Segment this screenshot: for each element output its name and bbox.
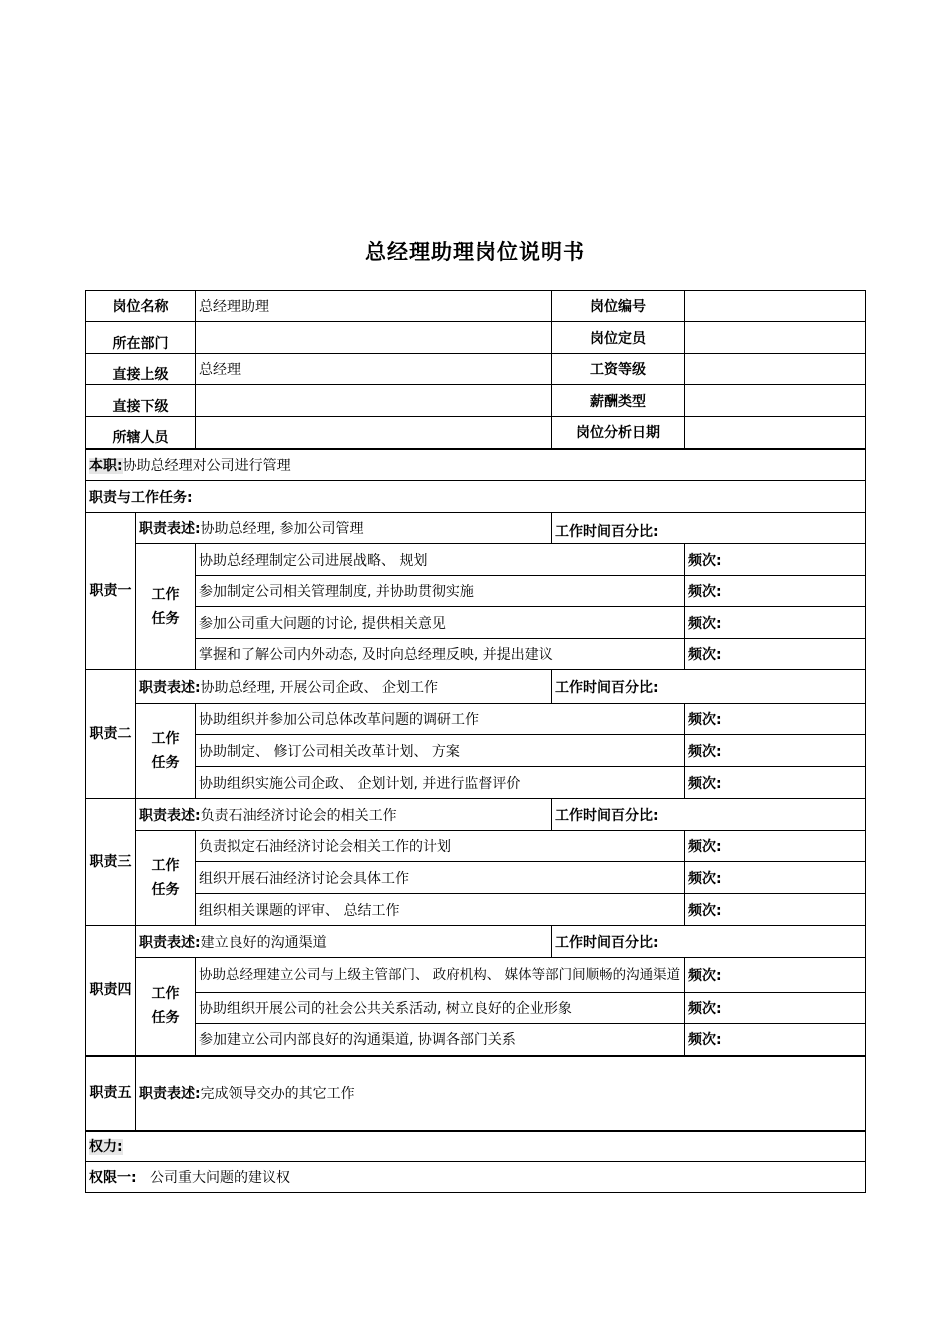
header-row — [86, 417, 866, 449]
field-value — [196, 322, 552, 354]
task-label: 工作任务 — [136, 958, 196, 1056]
statement-label: 职责表述: — [139, 807, 201, 824]
field-value — [196, 385, 552, 417]
field-value — [685, 354, 866, 385]
freq: 频次: — [685, 607, 866, 639]
header-row — [86, 322, 866, 354]
duty-name: 职责三 — [86, 799, 136, 926]
task-text: 参加建立公司内部良好的沟通渠道, 协调各部门关系 — [196, 1024, 685, 1056]
freq: 频次: — [685, 894, 866, 926]
statement-label: 职责表述: — [139, 521, 201, 537]
freq: 频次: — [685, 1024, 866, 1056]
duty-statement — [136, 513, 552, 544]
power-item — [86, 1162, 866, 1193]
field-label: 直接下级 — [86, 385, 196, 417]
task-row — [86, 639, 866, 670]
duty-statement-row — [86, 670, 866, 704]
task-row — [86, 544, 866, 576]
duty-statement-row — [86, 926, 866, 958]
time-pct: 工作时间百分比: — [552, 513, 866, 544]
power-label: 权力: — [89, 1139, 123, 1156]
task-row — [86, 862, 866, 894]
freq: 频次: — [685, 767, 866, 799]
duty-statement — [136, 799, 552, 831]
page-title: 总经理助理岗位说明书 — [365, 240, 585, 264]
header-row — [86, 291, 866, 322]
field-value — [685, 385, 866, 417]
power-row — [86, 1131, 866, 1162]
duty-name: 职责五 — [86, 1056, 136, 1131]
duty-name: 职责四 — [86, 926, 136, 1056]
field-label: 岗位编号 — [552, 291, 685, 322]
freq: 频次: — [685, 958, 866, 993]
field-label: 直接上级 — [86, 354, 196, 385]
duty-statement — [136, 1056, 866, 1131]
task-text: 协助组织开展公司的社会公共关系活动, 树立良好的企业形象 — [196, 993, 685, 1024]
core-duty-row — [86, 449, 866, 481]
duty-statement-row — [86, 799, 866, 831]
task-row — [86, 993, 866, 1024]
header-row — [86, 385, 866, 417]
field-value: 总经理 — [196, 354, 552, 385]
time-pct: 工作时间百分比: — [552, 926, 866, 958]
statement-text: 完成领导交办的其它工作 — [200, 1086, 355, 1102]
task-text: 组织开展石油经济讨论会具体工作 — [196, 862, 685, 894]
statement-text: 协助总经理, 开展公司企政、 企划工作 — [200, 679, 438, 696]
field-value — [685, 291, 866, 322]
freq: 频次: — [685, 704, 866, 735]
time-pct: 工作时间百分比: — [552, 799, 866, 831]
field-label: 所辖人员 — [86, 417, 196, 449]
task-row — [86, 576, 866, 607]
field-label: 所在部门 — [86, 322, 196, 354]
task-text: 协助总经理建立公司与上级主管部门、 政府机构、 媒体等部门间顺畅的沟通渠道 — [196, 958, 685, 993]
field-label: 工资等级 — [552, 354, 685, 385]
task-label: 工作任务 — [136, 544, 196, 670]
task-text: 组织相关课题的评审、 总结工作 — [196, 894, 685, 926]
time-pct: 工作时间百分比: — [552, 670, 866, 704]
task-text: 参加公司重大问题的讨论, 提供相关意见 — [196, 607, 685, 639]
freq: 频次: — [685, 576, 866, 607]
task-text: 协助组织实施公司企政、 企划计划, 并进行监督评价 — [196, 767, 685, 799]
statement-text: 协助总经理, 参加公司管理 — [200, 521, 364, 537]
freq: 频次: — [685, 993, 866, 1024]
duty-statement — [136, 670, 552, 704]
task-row — [86, 958, 866, 993]
field-value — [685, 322, 866, 354]
field-value — [685, 417, 866, 449]
duty-name: 职责二 — [86, 670, 136, 799]
job-description-table — [85, 290, 866, 1193]
statement-text: 负责石油经济讨论会的相关工作 — [200, 807, 397, 824]
power-item-text: 公司重大问题的建议权 — [149, 1170, 290, 1186]
task-text: 掌握和了解公司内外动态, 及时向总经理反映, 并提出建议 — [196, 639, 685, 670]
core-duty-label: 本职: — [89, 457, 123, 474]
field-value: 总经理助理 — [196, 291, 552, 322]
task-row — [86, 894, 866, 926]
field-label: 岗位名称 — [86, 291, 196, 322]
duty-statement-row — [86, 1056, 866, 1131]
statement-text: 建立良好的沟通渠道 — [200, 934, 327, 951]
field-label: 岗位分析日期 — [552, 417, 685, 449]
task-row — [86, 831, 866, 862]
task-row — [86, 704, 866, 735]
duties-section-label: 职责与工作任务: — [86, 481, 866, 513]
task-label: 工作任务 — [136, 704, 196, 799]
power-section — [86, 1131, 866, 1162]
power-item-row — [86, 1162, 866, 1193]
task-label: 工作任务 — [136, 831, 196, 926]
statement-label: 职责表述: — [139, 934, 201, 951]
field-label: 岗位定员 — [552, 322, 685, 354]
task-text: 负责拟定石油经济讨论会相关工作的计划 — [196, 831, 685, 862]
task-text: 协助制定、 修订公司相关改革计划、 方案 — [196, 735, 685, 767]
header-row — [86, 354, 866, 385]
duty-statement — [136, 926, 552, 958]
field-label: 薪酬类型 — [552, 385, 685, 417]
task-row — [86, 1024, 866, 1056]
field-value — [196, 417, 552, 449]
duty-name: 职责一 — [86, 513, 136, 670]
statement-label: 职责表述: — [139, 1086, 201, 1102]
task-text: 协助总经理制定公司进展战略、 规划 — [196, 544, 685, 576]
freq: 频次: — [685, 831, 866, 862]
core-duty — [86, 449, 866, 481]
task-row — [86, 607, 866, 639]
duties-section-row — [86, 481, 866, 513]
freq: 频次: — [685, 544, 866, 576]
task-row — [86, 767, 866, 799]
core-duty-text: 协助总经理对公司进行管理 — [122, 457, 291, 474]
freq: 频次: — [685, 862, 866, 894]
freq: 频次: — [685, 639, 866, 670]
task-text: 协助组织并参加公司总体改革问题的调研工作 — [196, 704, 685, 735]
freq: 频次: — [685, 735, 866, 767]
task-text: 参加制定公司相关管理制度, 并协助贯彻实施 — [196, 576, 685, 607]
statement-label: 职责表述: — [139, 679, 201, 696]
task-row — [86, 735, 866, 767]
duty-statement-row — [86, 513, 866, 544]
power-item-label: 权限一: — [89, 1170, 137, 1186]
